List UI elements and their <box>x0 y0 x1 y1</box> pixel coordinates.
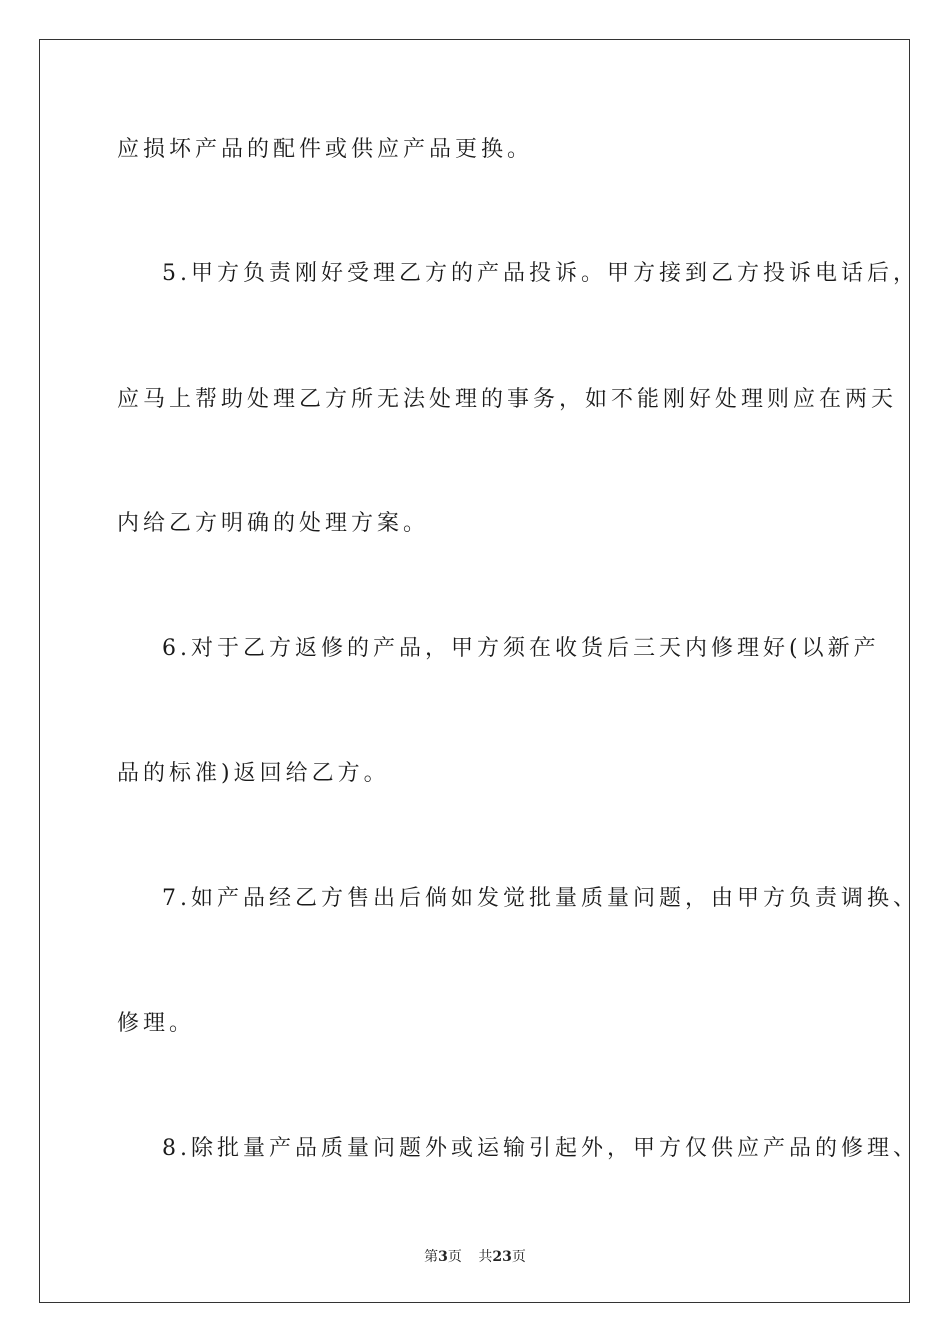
page-frame <box>39 39 910 1303</box>
page-total <box>478 1249 525 1265</box>
body-line: 应损坏产品的配件或供应产品更换。 <box>117 137 534 162</box>
body-line: 内给乙方明确的处理方案。 <box>117 511 430 536</box>
page-current: 3 <box>438 1249 448 1265</box>
body-line: 6.对于乙方返修的产品，甲方须在收货后三天内修理好(以新产 <box>162 636 880 661</box>
page-number-suffix: 页 <box>447 1249 462 1265</box>
page-total-suffix: 页 <box>511 1249 526 1265</box>
body-line: 7.如产品经乙方售出后倘如发觉批量质量问题，由甲方负责调换、 <box>162 886 919 911</box>
body-line: 修理。 <box>117 1011 196 1036</box>
body-line: 品的标准)返回给乙方。 <box>117 761 390 786</box>
page-total-prefix: 共 <box>478 1249 493 1265</box>
page-number-prefix: 第 <box>424 1249 439 1265</box>
body-line: 8.除批量产品质量问题外或运输引起外，甲方仅供应产品的修理、 <box>162 1136 919 1161</box>
page-total-count: 23 <box>492 1249 512 1265</box>
page-footer <box>0 1247 950 1267</box>
body-line: 应马上帮助处理乙方所无法处理的事务，如不能刚好处理则应在两天 <box>117 387 898 412</box>
page-number <box>424 1249 462 1265</box>
body-line: 5.甲方负责刚好受理乙方的产品投诉。甲方接到乙方投诉电话后， <box>162 261 919 286</box>
